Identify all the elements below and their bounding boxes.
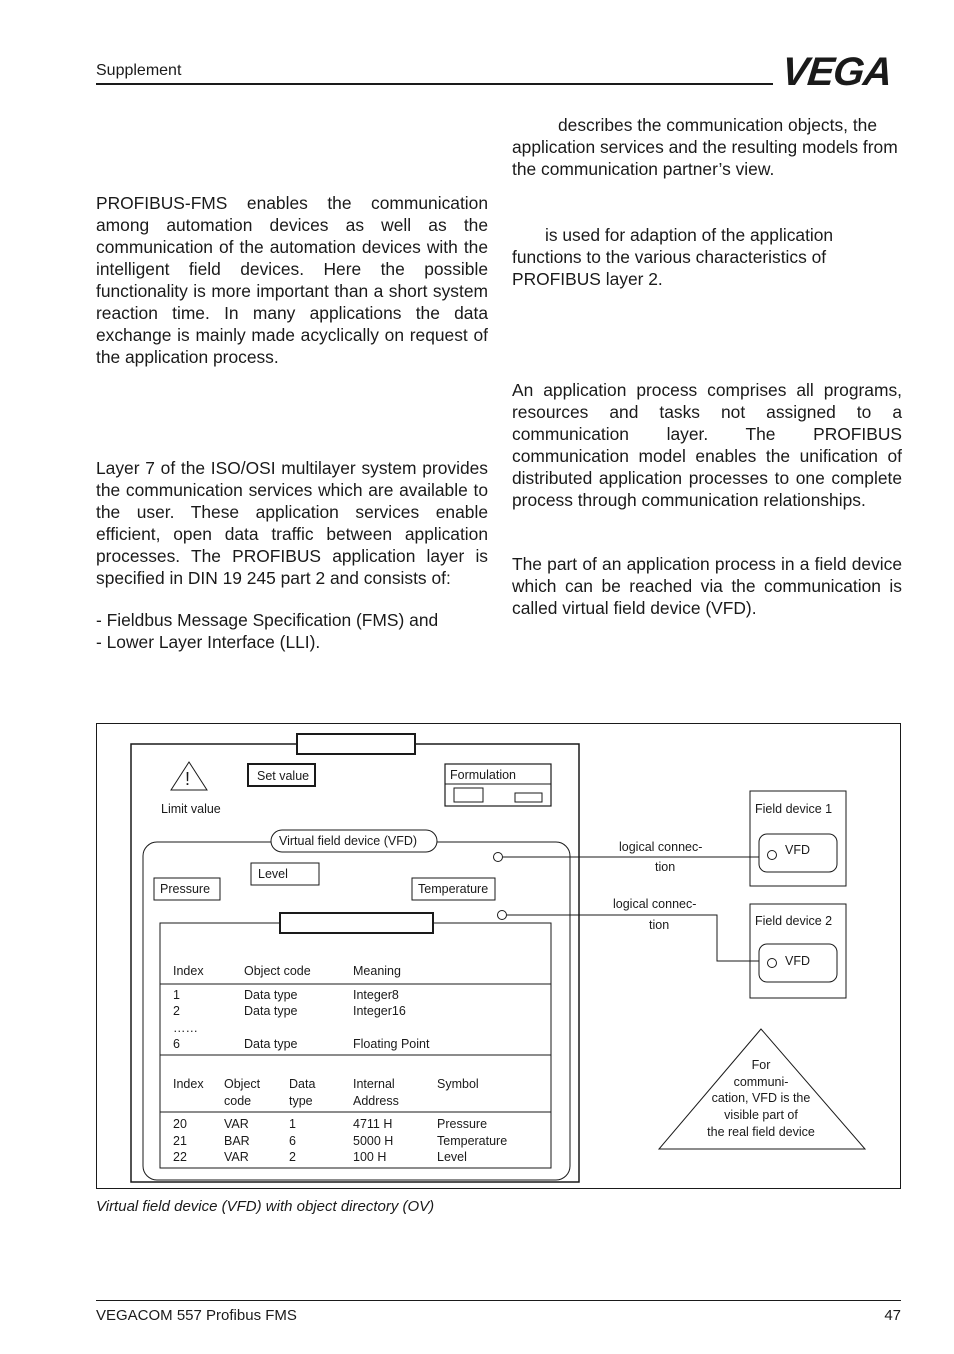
field-device-2-vfd: VFD	[785, 954, 810, 968]
formulation-label: Formulation	[450, 768, 516, 782]
logical-connection-1-label-b: tion	[655, 860, 676, 874]
pressure-label: Pressure	[160, 882, 211, 896]
note-line-1: For	[751, 1058, 771, 1072]
dyn-header-address: Address	[353, 1094, 399, 1108]
figure-caption: Virtual field device (VFD) with object directory (OV)	[96, 1198, 435, 1215]
document-name: VEGACOM 557 Profibus FMS	[96, 1307, 297, 1324]
formulation-field-2	[515, 793, 542, 802]
dyn-row-2-type: 6	[289, 1134, 296, 1148]
warning-mark: !	[185, 769, 191, 789]
dyn-row-3-symbol: Level	[437, 1150, 467, 1164]
dyn-row-1-type: 1	[289, 1117, 296, 1131]
vfd-diagram	[97, 724, 902, 1190]
list-item: - Fieldbus Message Specification (FMS) and	[96, 610, 439, 630]
static-row-ellipsis: ……	[173, 1021, 198, 1035]
dyn-row-3-index: 22	[173, 1150, 187, 1164]
dyn-header-object: Object	[224, 1077, 261, 1091]
vfd-title: Virtual field device (VFD)	[279, 834, 418, 848]
limit-value-label: Limit value	[161, 802, 221, 816]
vfd-figure	[96, 723, 901, 1189]
object-directory-label-box	[280, 913, 433, 933]
dyn-row-1-index: 20	[173, 1117, 187, 1131]
logical-connection-line-2	[507, 915, 767, 961]
connection-port-2	[498, 911, 507, 920]
set-value-label: Set value	[257, 769, 310, 783]
layer-list	[96, 609, 488, 653]
application-process-label-box	[297, 734, 415, 754]
connection-port-1	[494, 853, 503, 862]
logical-connection-1-label-a: logical connec-	[619, 840, 703, 854]
static-row-2-meaning: Integer16	[353, 1004, 406, 1018]
static-header-object-code: Object code	[244, 964, 311, 978]
static-row-1-meaning: Integer8	[353, 988, 399, 1002]
header-rule	[96, 83, 773, 85]
field-device-1-port	[768, 851, 777, 860]
dyn-header-symbol: Symbol	[437, 1077, 479, 1091]
dyn-row-3-code: VAR	[224, 1150, 249, 1164]
dyn-row-1-symbol: Pressure	[437, 1117, 488, 1131]
level-label: Level	[258, 867, 288, 881]
field-device-1-vfd: VFD	[785, 843, 810, 857]
static-row-4-code: Data type	[244, 1037, 298, 1051]
field-device-1-label: Field device 1	[755, 802, 833, 816]
note-line-3: cation, VFD is the	[711, 1091, 811, 1105]
footer-rule	[96, 1300, 901, 1301]
layer7-paragraph: Layer 7 of the ISO/OSI multilayer system provides the communication services which are available to the user. These application services enable efficient, open data traffic between application processes. The PROFIBUS application layer is specified in DIN 19 245 part 2 and consists of:	[96, 458, 488, 588]
static-row-4-index: 6	[173, 1037, 180, 1051]
page-number: 47	[884, 1307, 901, 1324]
note-line-4: visible part of	[724, 1108, 798, 1122]
dyn-row-2-code: BAR	[224, 1134, 250, 1148]
note-line-5: the real field device	[707, 1125, 815, 1139]
dyn-header-internal: Internal	[353, 1077, 395, 1091]
static-header-index: Index	[173, 964, 204, 978]
intro-paragraph: PROFIBUS-FMS enables the communication among automation devices as well as the communication of the automation devices with the intelligent field devices. Here the possible functionality is more important than a short system reaction time. In many applications the data exchange is mainly made acyclically on request of the application process.	[96, 193, 488, 367]
application-process-paragraph: An application process comprises all programs, resources and tasks not assigned to a communication layer. The PROFIBUS communication model enables the unification of distributed application processes to one complete process through communication relationships.	[512, 380, 902, 510]
list-item: - Lower Layer Interface (LLI).	[96, 632, 321, 652]
static-row-1-index: 1	[173, 988, 180, 1002]
dyn-header-type: type	[289, 1094, 313, 1108]
logical-connection-2-label-b: tion	[649, 918, 670, 932]
dyn-row-3-type: 2	[289, 1150, 296, 1164]
dyn-row-3-address: 100 H	[353, 1150, 387, 1164]
dyn-header-code: code	[224, 1094, 252, 1108]
section-title: Supplement	[96, 62, 182, 79]
vega-logo: VEGA	[779, 50, 894, 94]
static-row-2-code: Data type	[244, 1004, 298, 1018]
dyn-row-2-symbol: Temperature	[437, 1134, 508, 1148]
static-header-meaning: Meaning	[353, 964, 401, 978]
vfd-paragraph: The part of an application process in a field device which can be reached via the communication is called virtual field device (VFD).	[512, 554, 902, 618]
dyn-header-data: Data	[289, 1077, 316, 1091]
logical-connection-2-label-a: logical connec-	[613, 897, 697, 911]
lli-description: is used for adaption of the application functions to the various characteristics of PROFIBUS layer 2.	[512, 225, 834, 289]
dyn-row-2-address: 5000 H	[353, 1134, 394, 1148]
static-row-4-meaning: Floating Point	[353, 1037, 430, 1051]
static-row-1-code: Data type	[244, 988, 298, 1002]
dyn-row-1-address: 4711 H	[353, 1117, 393, 1131]
static-row-2-index: 2	[173, 1004, 180, 1018]
dyn-row-2-index: 21	[173, 1134, 187, 1148]
note-line-2: communi-	[733, 1075, 789, 1089]
field-device-2-label: Field device 2	[755, 914, 833, 928]
formulation-field-1	[454, 788, 483, 802]
dyn-header-index: Index	[173, 1077, 204, 1091]
temperature-label: Temperature	[418, 882, 489, 896]
field-device-2-port	[768, 959, 777, 968]
fms-description: describes the communication objects, the application services and the resulting models from the communication partner’s view.	[512, 115, 898, 179]
dyn-row-1-code: VAR	[224, 1117, 249, 1131]
